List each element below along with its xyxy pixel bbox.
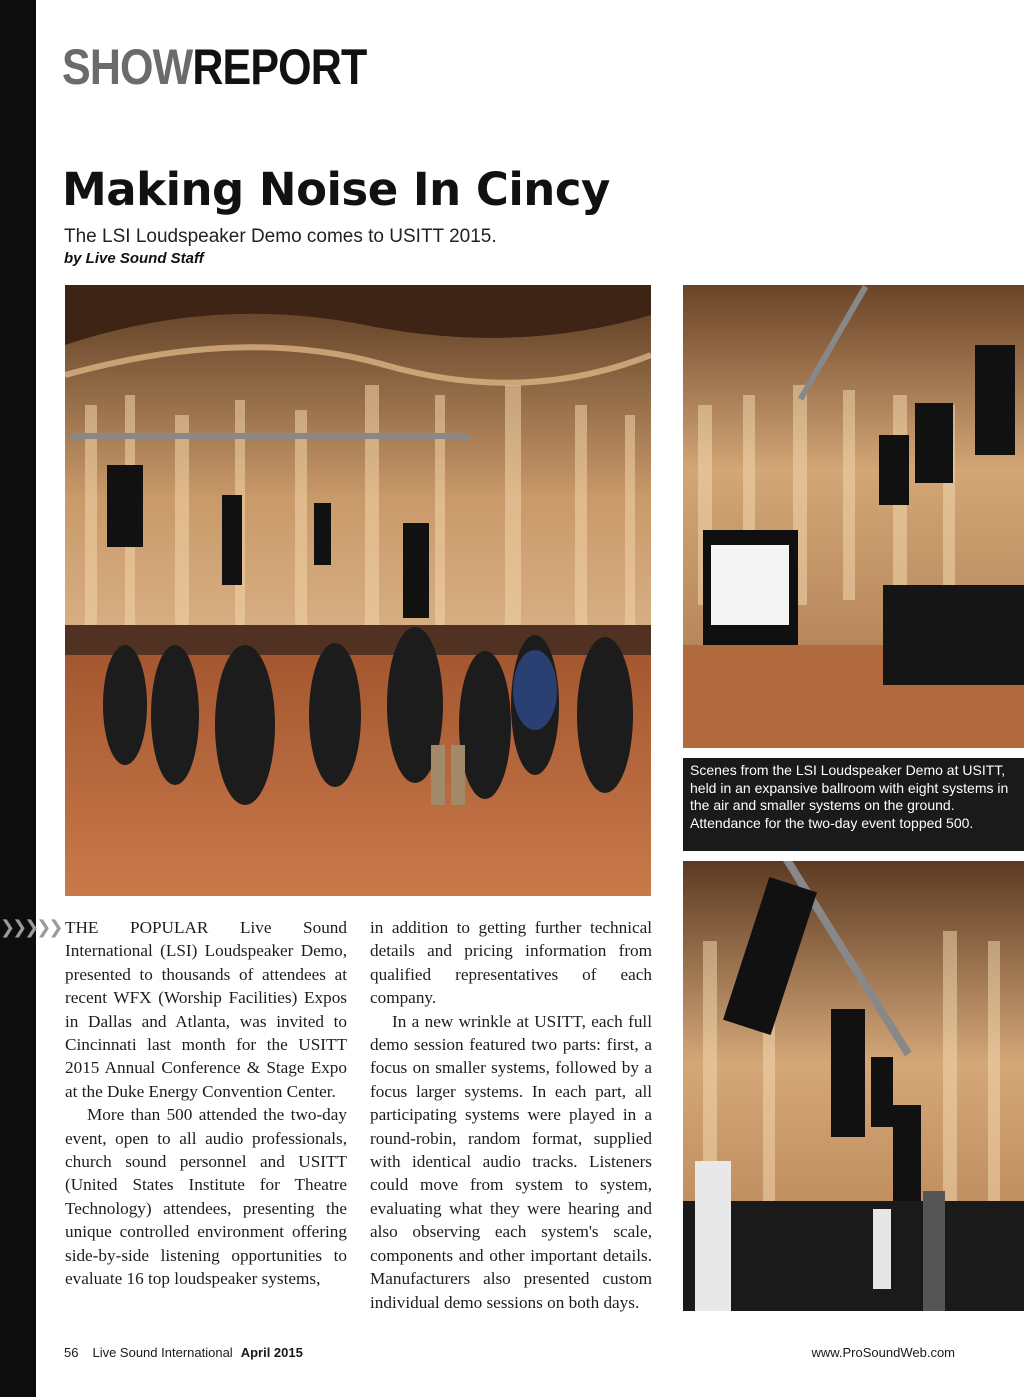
photo-line-arrays: [683, 861, 1024, 1311]
article-headline: Making Noise In Cincy: [62, 163, 610, 216]
paragraph: in addition to getting further technical details and pricing information from qualified representatives of each company.: [370, 918, 652, 1008]
caption-text: Scenes from the LSI Loudspeaker Demo at USITT, held in an expansive ballroom with eight systems in the air and smaller systems on the ground. Attendance for the two-day event topped 500.: [690, 762, 1009, 831]
left-margin-bar: [0, 0, 36, 1397]
page-number: 56: [64, 1345, 79, 1360]
story-start-arrows: ❯❯❯❯❯: [0, 917, 61, 938]
paragraph: THE POPULAR Live Sound International (LSI) Loudspeaker Demo, presented to thousands of attendees at recent WFX (Worship Facilities) Expos in Dallas and Atlanta, was invited to Cincinnati last month for the USITT 2015 Annual Conference & Stage Expo at the Duke Energy Convention Center.: [65, 918, 347, 1101]
article-byline: by Live Sound Staff: [64, 250, 204, 267]
article-dek: The LSI Loudspeaker Demo comes to USITT 2015.: [64, 226, 497, 247]
paragraph: More than 500 attended the two-day event, open to all audio professionals, church sound personnel and USITT (United States Institute for Theatre Technology) attendees, presenting the unique controlled environment offering side-by-side listening opportunities to evaluate 16 top loudspeaker systems,: [65, 1105, 347, 1289]
article-column-1: [65, 916, 347, 1291]
page-footer-left: [64, 1345, 303, 1360]
paragraph: In a new wrinkle at USITT, each full demo session featured two parts: first, a focus on smaller systems, followed by a focus larger systems. In each part, all participating systems were played in a round-robin, random format, supplied with identical audio tracks. Listeners could move from system to system, evaluating what they were hearing and also observing each system's scale, components and other important details. Manufacturers also presented custom individual demo sessions on both days.: [370, 1011, 652, 1312]
publication-name: Live Sound International: [92, 1345, 233, 1360]
footer-url: www.ProSoundWeb.com: [811, 1345, 955, 1360]
photo-caption: [683, 758, 1024, 851]
section-kicker: [62, 40, 366, 95]
kicker-report: REPORT: [192, 39, 367, 95]
issue-date: April 2015: [240, 1345, 303, 1360]
photo-ballroom-screen: [683, 285, 1024, 748]
kicker-show: SHOW: [62, 39, 193, 95]
photo-ballroom-crowd: [65, 285, 651, 896]
article-column-2: [370, 916, 652, 1314]
